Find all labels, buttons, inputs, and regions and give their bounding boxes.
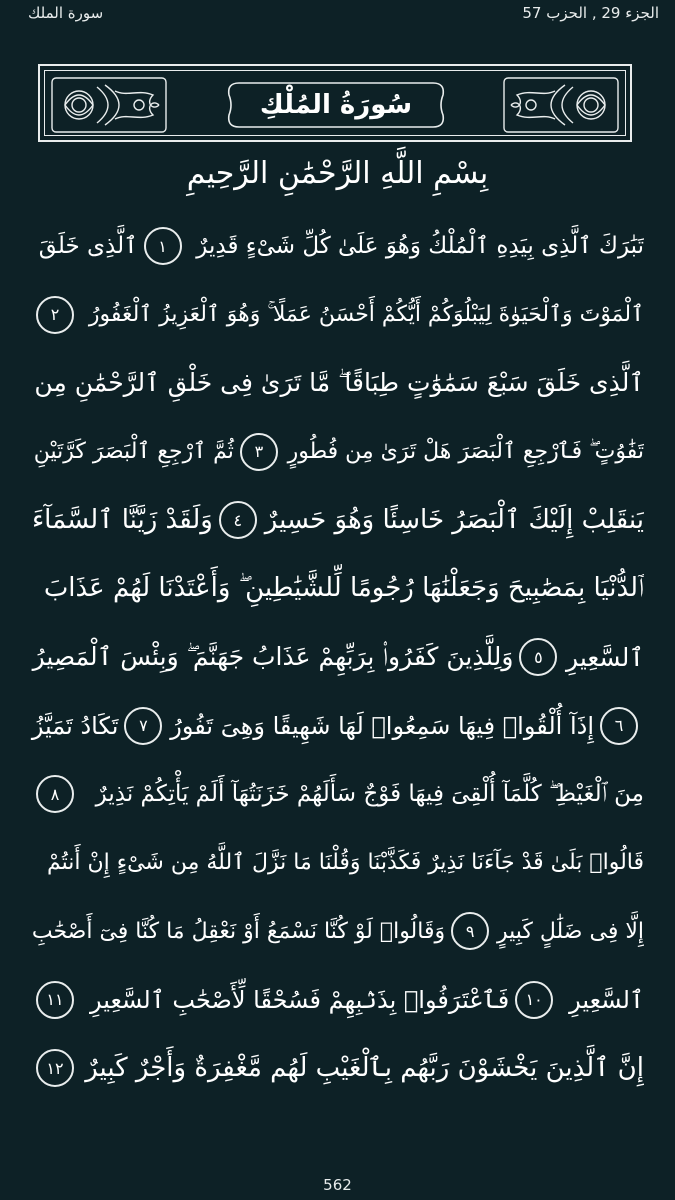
ayah-number-marker: ٣ — [240, 433, 278, 471]
ayah-number-marker: ٩ — [451, 912, 489, 950]
ayah-number-marker: ١٢ — [36, 1049, 74, 1087]
verse-text: ثُمَّ ٱرْجِعِ ٱلْبَصَرَ كَرَّتَيْنِ — [33, 439, 234, 465]
left-ornament-icon — [49, 75, 169, 135]
verse-text: وَلِلَّذِينَ كَفَرُوا۟ بِرَبِّهِمْ عَذَابُ جَهَنَّمَ ۖ وَبِئْسَ ٱلْمَصِيرُ — [32, 642, 514, 672]
ayah-number-marker: ٥ — [519, 638, 557, 676]
mushaf-line — [30, 418, 644, 487]
page-number: 562 — [323, 1176, 352, 1194]
mushaf-line — [30, 692, 644, 761]
verse-text: ٱلدُّنْيَا بِمَصَٰبِيحَ وَجَعَلْنَٰهَا رُجُومًا لِّلشَّيَٰطِينِ ۖ وَأَعْتَدْنَا لَهُمْ عَذَابَ — [43, 573, 644, 604]
mushaf-line — [30, 829, 644, 898]
verse-text: مِنَ ٱلْغَيْظِ ۖ كُلَّمَآ أُلْقِىَ فِيهَا فَوْجٌ سَأَلَهُمْ خَزَنَتُهَآ أَلَمْ يَأْتِكُمْ نَذِيرٌ — [95, 781, 644, 808]
mushaf-line — [30, 760, 644, 829]
verse-text: إِلَّا فِى ضَلَٰلٍ كَبِيرٍ — [496, 918, 644, 944]
juz-hizb-label: الجزء 29 , الحزب 57 — [522, 4, 659, 22]
ayah-number-marker: ١٠ — [515, 981, 553, 1019]
banner-frame — [44, 70, 626, 136]
verse-text: ٱلَّذِى خَلَقَ سَبْعَ سَمَٰوَٰتٍ طِبَاقًا ۖ مَّا تَرَىٰ فِى خَلْقِ ٱلرَّحْمَٰنِ مِن — [34, 368, 644, 398]
verse-text: إِذَآ أُلْقُوا۟ فِيهَا سَمِعُوا۟ لَهَا شَهِيقًا وَهِىَ تَفُورُ — [170, 711, 594, 740]
ayah-number-marker: ٨ — [36, 775, 74, 813]
mushaf-line — [30, 897, 644, 966]
ayah-number-marker: ٧ — [124, 707, 162, 745]
verse-text: تَكَادُ تَمَيَّزُ — [31, 711, 119, 740]
verse-text: تَفَٰوُتٍ ۖ فَٱرْجِعِ ٱلْبَصَرَ هَلْ تَرَىٰ مِن فُطُورٍ — [287, 439, 644, 465]
ayah-number-marker: ٦ — [600, 707, 638, 745]
ayah-number-marker: ٢ — [36, 296, 74, 334]
mushaf-line — [30, 623, 644, 692]
bismillah: بِسْمِ اللَّهِ الرَّحْمَٰنِ الرَّحِيمِ — [186, 156, 489, 191]
verse-text: ٱلسَّعِيرِ — [569, 985, 644, 1014]
verse-text: قَالُوا۟ بَلَىٰ قَدْ جَآءَنَا نَذِيرٌ فَكَذَّبْنَا وَقُلْنَا مَا نَزَّلَ ٱللَّهُ مِن شَىْءٍ إِنْ أَنتُمْ — [46, 850, 644, 876]
ayah-number-marker: ١١ — [36, 981, 74, 1019]
verse-text: تَبَٰرَكَ ٱلَّذِى بِيَدِهِ ٱلْمُلْكُ وَهُوَ عَلَىٰ كُلِّ شَىْءٍ قَدِيرٌ — [196, 233, 644, 260]
status-header — [0, 0, 675, 30]
verse-text: وَلَقَدْ زَيَّنَّا ٱلسَّمَآءَ — [31, 505, 213, 536]
ayah-number-marker: ٤ — [219, 501, 257, 539]
verse-text: فَٱعْتَرَفُوا۟ بِذَنۢبِهِمْ فَسُحْقًا لِّأَصْحَٰبِ ٱلسَّعِيرِ — [89, 985, 510, 1014]
surah-name-label: سورة الملك — [28, 4, 104, 22]
mushaf-text-block — [30, 212, 644, 1103]
ayah-number-marker: ١ — [144, 227, 182, 265]
verse-text: يَنقَلِبْ إِلَيْكَ ٱلْبَصَرُ خَاسِئًا وَهُوَ حَسِيرٌ — [264, 505, 644, 536]
verse-text: ٱلسَّعِيرِ — [566, 642, 644, 672]
mushaf-line — [30, 966, 644, 1035]
mushaf-line — [30, 349, 644, 418]
mushaf-line — [30, 1034, 644, 1103]
verse-text: ٱلَّذِى خَلَقَ — [38, 233, 138, 260]
mushaf-line — [30, 486, 644, 555]
surah-title: سُورَةُ المُلْكِ — [259, 90, 413, 120]
title-cartouche — [225, 79, 447, 131]
mushaf-line — [30, 212, 644, 281]
right-ornament-icon — [501, 75, 621, 135]
mushaf-line — [30, 555, 644, 624]
surah-banner — [38, 64, 632, 142]
mushaf-line — [30, 281, 644, 350]
verse-text: وَقَالُوا۟ لَوْ كُنَّا نَسْمَعُ أَوْ نَعْقِلُ مَا كُنَّا فِىٓ أَصْحَٰبِ — [31, 918, 446, 944]
verse-text: إِنَّ ٱلَّذِينَ يَخْشَوْنَ رَبَّهُم بِٱلْغَيْبِ لَهُم مَّغْفِرَةٌ وَأَجْرٌ كَبِيرٌ — [85, 1053, 644, 1084]
verse-text: ٱلْمَوْتَ وَٱلْحَيَوٰةَ لِيَبْلُوَكُمْ أَيُّكُمْ أَحْسَنُ عَمَلًا ۚ وَهُوَ ٱلْعَزِيزُ ٱلْغَفُورُ — [88, 302, 644, 328]
